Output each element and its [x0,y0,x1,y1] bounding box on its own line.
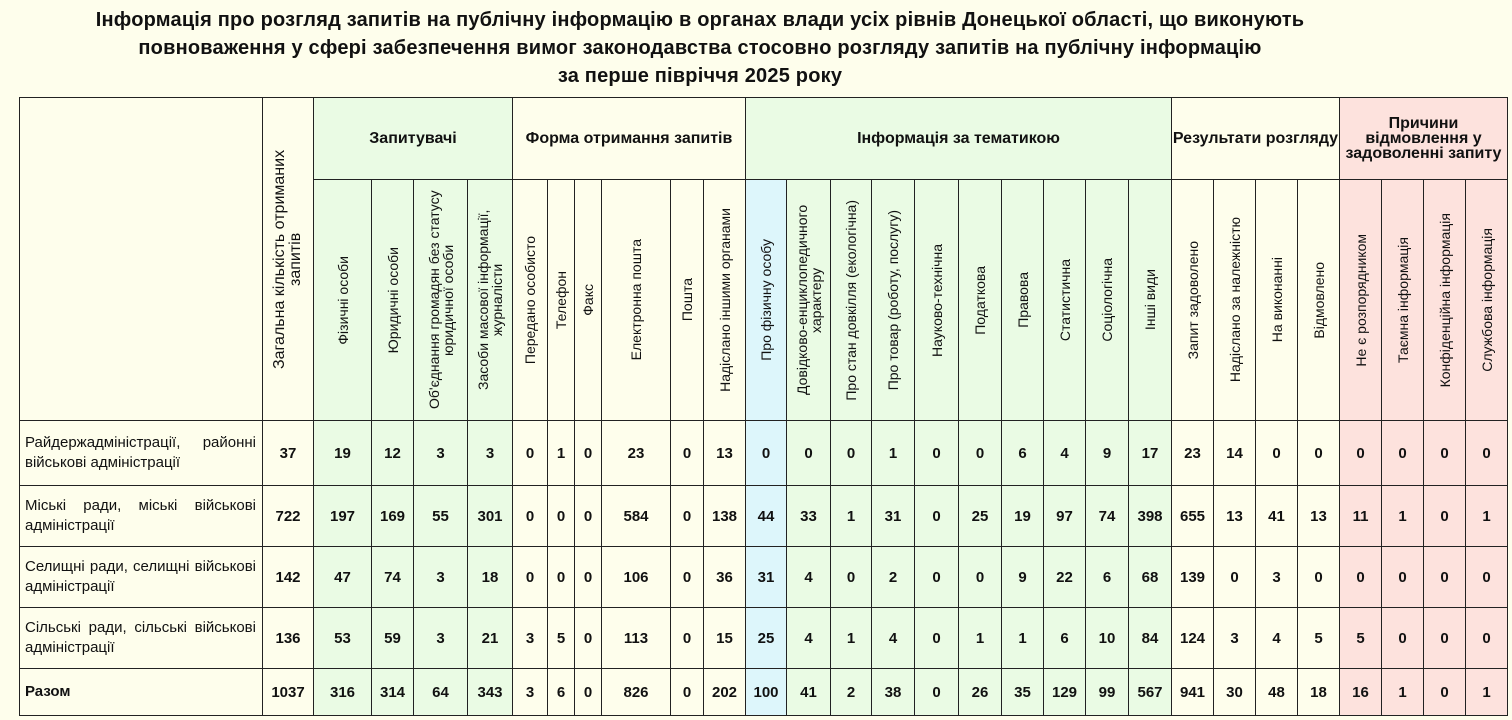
column-header-label: Електронна пошта [628,239,644,361]
table-cell: 21 [468,608,513,669]
column-header-label: Про товар (роботу, послугу) [885,209,901,391]
column-header-label: Службова інформація [1478,228,1495,372]
table-cell: 55 [414,486,468,547]
table-cell: 59 [372,608,414,669]
table-cell: 398 [1129,486,1172,547]
table-cell: 25 [746,608,787,669]
table-cell: 0 [575,421,602,486]
table-cell: 1 [831,486,872,547]
table-cell: 0 [1340,547,1382,608]
table-cell: 139 [1172,547,1214,608]
table-cell: 4 [787,608,831,669]
table-cell: 0 [1424,669,1466,716]
table-cell: 19 [314,421,372,486]
group-refusal: Причини відмовлення у задоволенні запиту [1340,98,1508,180]
table-cell: 17 [1129,421,1172,486]
table-cell: 53 [314,608,372,669]
column-header-label: Пошта [679,278,695,322]
table-cell: 1 [1382,669,1424,716]
row-name: Селищні ради, селищні військові адміністрації [20,547,263,608]
table-cell: 13 [704,421,746,486]
table-cell: 4 [787,547,831,608]
table-cell: 0 [1214,547,1256,608]
table-cell: 12 [372,421,414,486]
table-cell: 0 [671,608,704,669]
column-header [468,180,513,421]
table-cell: 2 [831,669,872,716]
column-header-label: Юридичні особи [384,246,401,354]
table-cell: 124 [1172,608,1214,669]
table-cell: 0 [1424,486,1466,547]
column-header [915,180,959,421]
column-header [548,180,575,421]
column-header-label: На виконанні [1268,257,1285,343]
table-row [20,486,1508,547]
row-total: 722 [263,486,314,547]
column-header [414,180,468,421]
column-header [1466,180,1508,421]
table-cell: 0 [915,421,959,486]
table-cell: 0 [513,486,548,547]
table-cell: 6 [548,669,575,716]
table-cell: 9 [1002,547,1044,608]
column-header [671,180,704,421]
table-cell: 6 [1002,421,1044,486]
column-header [1129,180,1172,421]
table-cell: 0 [831,547,872,608]
row-total: 142 [263,547,314,608]
table-cell: 4 [1256,608,1298,669]
title-line-1: Інформація про розгляд запитів на публічну інформацію в органах влади усіх рівнів Донецької області, що виконують [95,9,1305,31]
table-cell: 0 [575,547,602,608]
column-header-label: Надіслано за належністю [1226,217,1243,383]
column-header [831,180,872,421]
table-cell: 36 [704,547,746,608]
table-cell: 0 [915,547,959,608]
table-cell: 0 [671,547,704,608]
table-cell: 3 [513,669,548,716]
table-cell: 0 [1466,608,1508,669]
table-cell: 0 [575,608,602,669]
table-cell: 0 [1340,421,1382,486]
table-cell: 113 [602,608,671,669]
table-cell: 18 [468,547,513,608]
column-header-label: Про стан довкілля (екологічна) [843,199,859,401]
column-header [1256,180,1298,421]
row-name: Міські ради, міські військові адміністрації [20,486,263,547]
group-results: Результати розгляду [1172,98,1340,180]
table-cell: 2 [872,547,915,608]
column-header-label: Про фізичну особу [758,239,774,361]
table-cell: 1 [831,608,872,669]
requests-table [19,97,1508,716]
table-cell: 0 [959,547,1002,608]
table-cell: 0 [959,421,1002,486]
column-header-label: Інші види [1142,269,1158,331]
column-header [575,180,602,421]
table-cell: 0 [1382,421,1424,486]
table-cell: 1 [548,421,575,486]
table-cell: 1 [1382,486,1424,547]
table-cell: 3 [1214,608,1256,669]
table-cell: 33 [787,486,831,547]
table-row [20,608,1508,669]
table-cell: 44 [746,486,787,547]
table-cell: 0 [1298,547,1340,608]
table-cell: 23 [602,421,671,486]
column-header-label: Науково-технічна [928,243,945,357]
table-cell: 18 [1298,669,1340,716]
table-cell: 47 [314,547,372,608]
table-cell: 0 [1424,421,1466,486]
table-cell: 41 [787,669,831,716]
table-cell: 1 [1466,486,1508,547]
table-cell: 97 [1044,486,1086,547]
table-cell: 655 [1172,486,1214,547]
table-cell: 0 [548,547,575,608]
table-cell: 31 [746,547,787,608]
table-cell: 0 [671,669,704,716]
table-cell: 0 [1424,547,1466,608]
column-header [513,180,548,421]
table-cell: 314 [372,669,414,716]
table-cell: 0 [1466,421,1508,486]
table-cell: 3 [414,608,468,669]
title-line-2: повноваження у сфері забезпечення вимог законодавства стосовно розгляду запитів на публічну інформацію [138,37,1262,59]
column-header [372,180,414,421]
column-header-label: Довідково-енциклопедичного характеру [793,204,824,396]
table-cell: 5 [1298,608,1340,669]
column-header [1044,180,1086,421]
column-header-label: Соціологічна [1099,258,1115,342]
table-cell: 1 [959,608,1002,669]
table-cell: 38 [872,669,915,716]
column-header [602,180,671,421]
table-cell: 3 [414,421,468,486]
table-cell: 138 [704,486,746,547]
row-total: 1037 [263,669,314,716]
row-total: 136 [263,608,314,669]
column-header [959,180,1002,421]
column-header-label: Засоби масової інформації, журналісти [475,209,505,391]
table-cell: 0 [915,486,959,547]
column-header [1382,180,1424,421]
column-header [1340,180,1382,421]
table-cell: 3 [513,608,548,669]
column-header-label: Надіслано іншими органами [716,208,733,392]
table-cell: 0 [831,421,872,486]
table-cell: 16 [1340,669,1382,716]
table-cell: 6 [1086,547,1129,608]
column-header [704,180,746,421]
header-total [263,98,314,421]
table-row [20,669,1508,716]
table-cell: 100 [746,669,787,716]
table-cell: 84 [1129,608,1172,669]
table-cell: 30 [1214,669,1256,716]
group-requesters: Запитувачі [314,98,513,180]
table-cell: 169 [372,486,414,547]
column-header [1424,180,1466,421]
table-cell: 0 [787,421,831,486]
table-cell: 106 [602,547,671,608]
column-header-label: Правова [1014,272,1031,328]
row-name: Разом [20,669,263,716]
table-cell: 0 [915,669,959,716]
column-header-label: Конфіденційна інформація [1436,212,1453,388]
column-header-label: Телефон [553,270,569,330]
column-header [314,180,372,421]
table-cell: 0 [1466,547,1508,608]
row-total: 37 [263,421,314,486]
table-cell: 1 [872,421,915,486]
table-cell: 6 [1044,608,1086,669]
column-header-label: Запит задоволено [1184,240,1201,360]
title-line-3: за перше півріччя 2025 року [557,65,843,87]
column-header [1086,180,1129,421]
table-cell: 23 [1172,421,1214,486]
column-header [746,180,787,421]
table-cell: 13 [1298,486,1340,547]
table-cell: 129 [1044,669,1086,716]
table-cell: 99 [1086,669,1129,716]
table-cell: 301 [468,486,513,547]
table-cell: 26 [959,669,1002,716]
table-cell: 0 [671,486,704,547]
table-cell: 941 [1172,669,1214,716]
table-cell: 3 [1256,547,1298,608]
column-header [787,180,831,421]
column-header [1298,180,1340,421]
table-cell: 0 [671,421,704,486]
table-cell: 10 [1086,608,1129,669]
table-cell: 0 [575,486,602,547]
table-cell: 0 [1382,608,1424,669]
table-cell: 0 [575,669,602,716]
table-cell: 826 [602,669,671,716]
column-header [1214,180,1256,421]
table-cell: 15 [704,608,746,669]
table-cell: 14 [1214,421,1256,486]
column-header-label: Об'єднання громадян без статусу юридичної особи [425,190,456,410]
table-cell: 0 [1298,421,1340,486]
table-row [20,547,1508,608]
table-cell: 0 [548,486,575,547]
table-cell: 25 [959,486,1002,547]
table-cell: 0 [513,421,548,486]
page-title [0,6,1400,90]
table-cell: 48 [1256,669,1298,716]
table-cell: 68 [1129,547,1172,608]
group-form: Форма отримання запитів [513,98,746,180]
column-header [1002,180,1044,421]
table-cell: 4 [872,608,915,669]
row-name: Райдержадміністрації, районні військові адміністрації [20,421,263,486]
column-header-label: Фізичні особи [334,255,351,345]
table-cell: 41 [1256,486,1298,547]
table-cell: 0 [746,421,787,486]
table-cell: 13 [1214,486,1256,547]
column-header-label: Не є розпорядником [1352,233,1369,367]
table-cell: 19 [1002,486,1044,547]
column-header-label: Відмовлено [1310,261,1327,339]
table-cell: 0 [513,547,548,608]
row-name: Сільські ради, сільські військові адміністрації [20,608,263,669]
table-cell: 64 [414,669,468,716]
table-cell: 0 [915,608,959,669]
table-cell: 3 [468,421,513,486]
table-cell: 5 [1340,608,1382,669]
corner-cell [20,98,263,421]
column-header-label: Таємна інформація [1394,237,1411,363]
table-cell: 22 [1044,547,1086,608]
column-header [1172,180,1214,421]
column-header [872,180,915,421]
table-cell: 35 [1002,669,1044,716]
table-cell: 0 [1256,421,1298,486]
table-cell: 567 [1129,669,1172,716]
column-header-label: Факс [580,284,596,316]
table-cell: 0 [1424,608,1466,669]
table-cell: 0 [1382,547,1424,608]
table-cell: 74 [372,547,414,608]
table-cell: 74 [1086,486,1129,547]
table-cell: 9 [1086,421,1129,486]
table-cell: 4 [1044,421,1086,486]
table-row [20,421,1508,486]
table-cell: 584 [602,486,671,547]
table-cell: 1 [1466,669,1508,716]
column-header-label: Податкова [972,265,988,335]
table-cell: 11 [1340,486,1382,547]
table-cell: 5 [548,608,575,669]
table-cell: 202 [704,669,746,716]
table-cell: 316 [314,669,372,716]
header-total-label: Загальна кількість отриманих запитів [271,149,304,369]
table-cell: 1 [1002,608,1044,669]
table-cell: 343 [468,669,513,716]
column-header-label: Передано особисто [522,235,538,365]
table-cell: 197 [314,486,372,547]
table-cell: 31 [872,486,915,547]
column-header-label: Статистична [1056,258,1073,342]
table-cell: 3 [414,547,468,608]
group-topic: Інформація за тематикою [746,98,1172,180]
